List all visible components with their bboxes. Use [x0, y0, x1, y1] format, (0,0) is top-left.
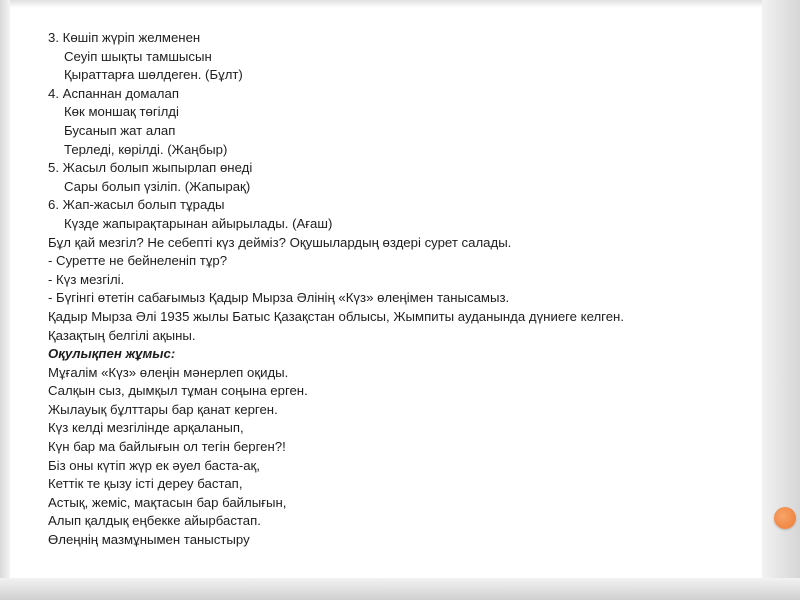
text-line: Терледі, көрілді. (Жаңбыр): [64, 141, 228, 157]
text-line: Сеуіп шықты тамшысын: [64, 48, 212, 64]
text-line: Қыраттарға шөлдеген. (Бұлт): [64, 67, 243, 83]
text-line: 3. Көшіп жүріп желменен: [48, 30, 201, 45]
poem-line: Астық, жеміс, мақтасын бар байлығын,: [48, 494, 287, 510]
slide-text-block: [48, 29, 748, 550]
text-line: Күзде жапырақтарынан айырылады. (Ағаш): [64, 215, 333, 231]
poem-line: Жылауық бұлттары бар қанат керген.: [48, 401, 278, 417]
text-line: Мұғалім «Күз» өлеңін мәнерлеп оқиды.: [48, 364, 289, 380]
poem-line: Алып қалдық еңбекке айырбастап.: [48, 513, 261, 529]
text-line: - Суретте не бейнеленіп тұр?: [48, 253, 228, 269]
text-line: Қадыр Мырза Әлі 1935 жылы Батыс Қазақстан облысы, Жымпиты ауданында дүниеге келген.: [48, 308, 624, 324]
slide-frame-top: [0, 0, 800, 8]
text-line: Бусанып жат алап: [64, 122, 176, 138]
poem-line: Күн бар ма байлығын ол тегін берген?!: [48, 439, 286, 455]
poem-line: Салқын сыз, дымқыл тұман соңына ерген.: [48, 383, 308, 399]
slide-frame-bottom: [0, 578, 800, 600]
text-line: Көк моншақ төгілді: [64, 104, 179, 120]
text-line: 5. Жасыл болып жыпырлап өнеді: [48, 160, 253, 176]
text-line: Сары болып үзіліп. (Жапырақ): [64, 178, 251, 194]
text-line: - Бүгінгі өтетін сабағымыз Қадыр Мырза Әлінің «Күз» өлеңімен танысамыз.: [48, 290, 510, 306]
text-line: Қазақтың белгілі ақыны.: [48, 327, 196, 343]
decorative-circle-icon: [774, 507, 796, 529]
text-line: 6. Жап-жасыл болып тұрады: [48, 197, 225, 213]
text-line: Өлеңнің мазмұнымен таныстыру: [48, 532, 250, 548]
poem-line: Біз оны күтіп жүр ек әуел баста-ақ,: [48, 457, 260, 473]
text-line: 4. Аспаннан домалап: [48, 85, 179, 101]
slide-frame-left: [0, 0, 10, 600]
text-line: Бұл қай мезгіл? Не себепті күз дейміз? Оқушылардың өздері сурет салады.: [48, 234, 512, 250]
poem-line: Күз келді мезгілінде арқаланып,: [48, 420, 244, 436]
poem-line: Кеттік те қызу істі дереу бастап,: [48, 476, 243, 492]
text-line: - Күз мезгілі.: [48, 271, 125, 287]
section-heading: Оқулықпен жұмыс:: [48, 346, 176, 362]
